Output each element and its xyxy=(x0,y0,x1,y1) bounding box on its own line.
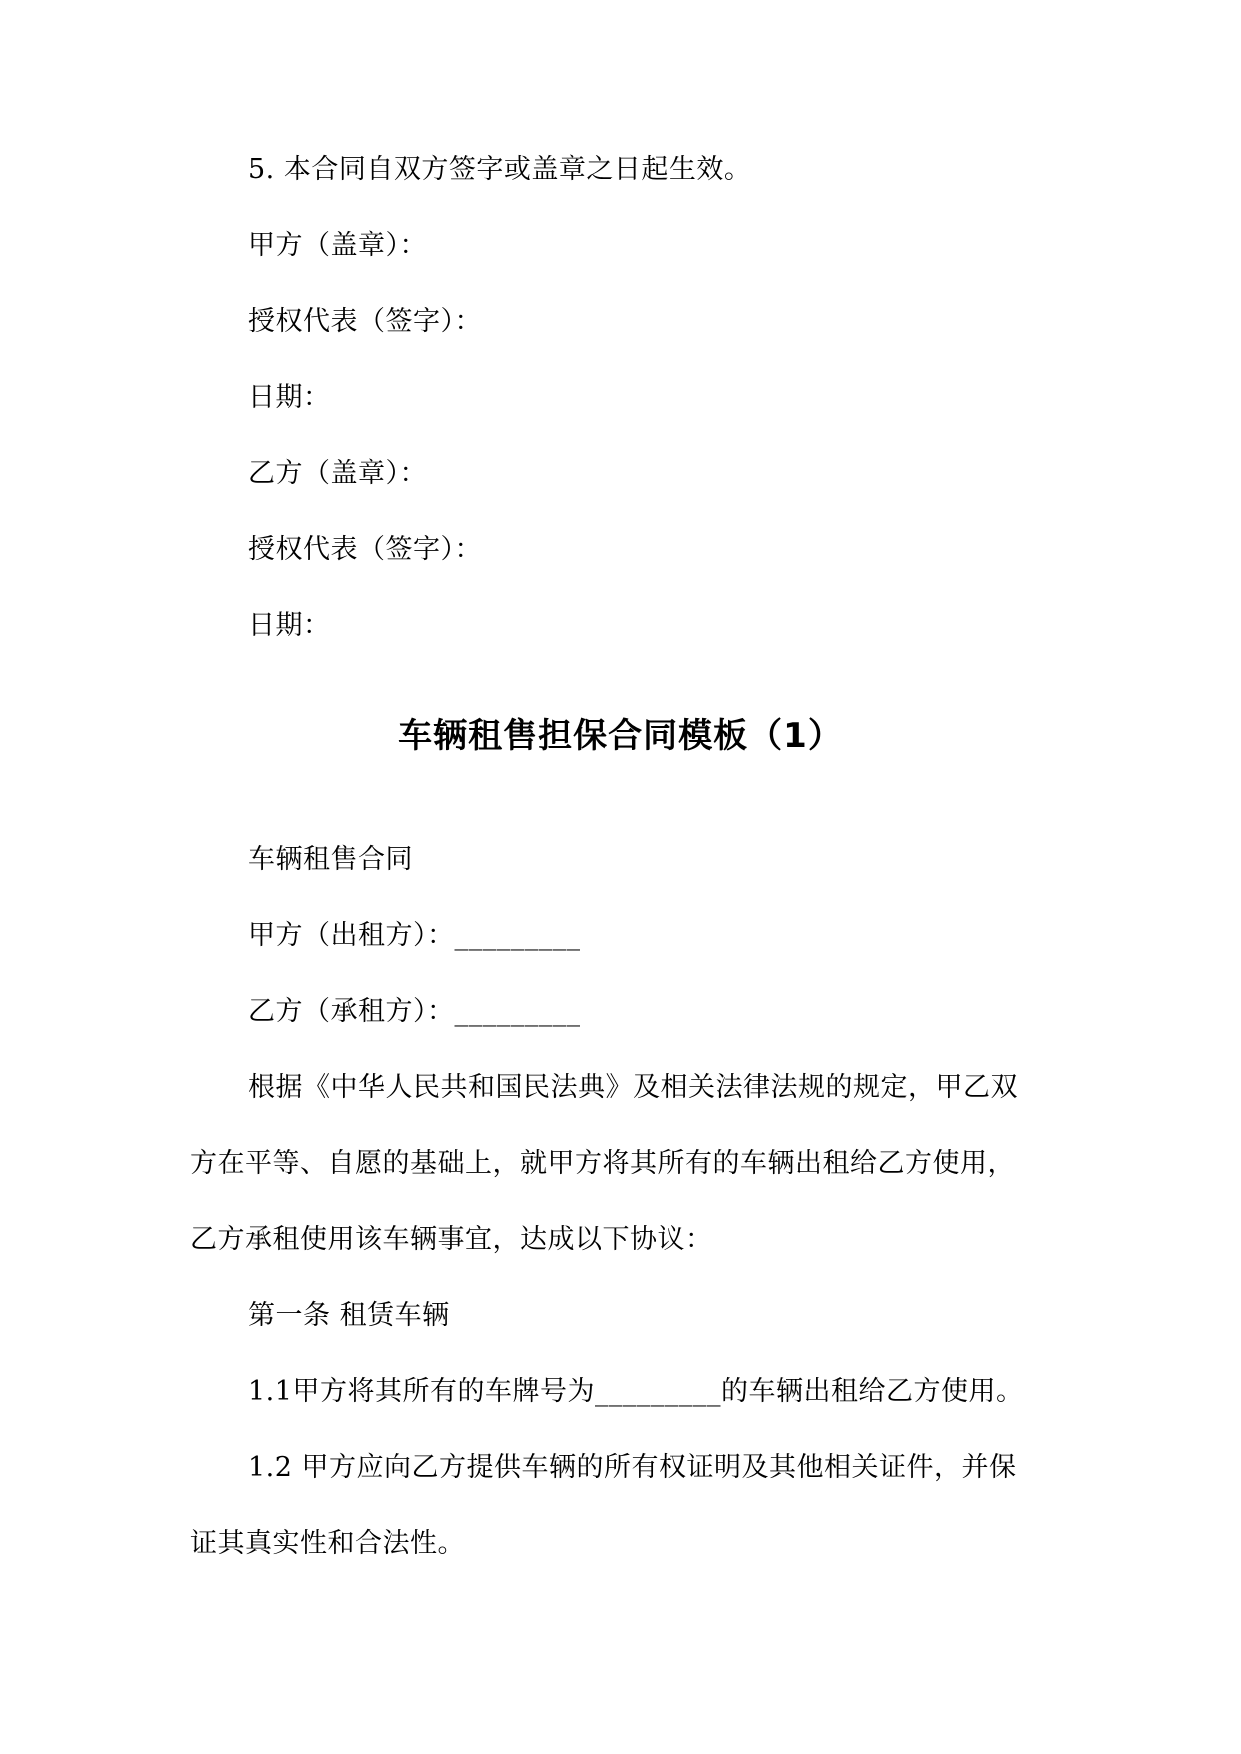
party-b-lessee-line: 乙方（承租方）：_________ xyxy=(248,996,581,1027)
party-a-representative-label: 授权代表（签字）： xyxy=(248,306,482,337)
clause-5-text: 5. 本合同自双方签字或盖章之日起生效。 xyxy=(248,154,752,185)
party-b-representative-label: 授权代表（签字）： xyxy=(248,534,482,565)
party-b-seal-label: 乙方（盖章）： xyxy=(248,458,427,489)
article-1-heading: 第一条 租赁车辆 xyxy=(248,1300,450,1331)
contract-subtitle: 车辆租售合同 xyxy=(248,844,413,875)
preamble-line-1: 根据《中华人民共和国民法典》及相关法律法规的规定，甲乙双 xyxy=(248,1072,1018,1103)
clause-1-1: 1.1甲方将其所有的车牌号为_________的车辆出租给乙方使用。 xyxy=(248,1376,1024,1407)
party-a-date-label: 日期： xyxy=(248,382,331,413)
clause-1-2-line-1: 1.2 甲方应向乙方提供车辆的所有权证明及其他相关证件，并保 xyxy=(248,1452,1017,1483)
clause-1-2-line-2: 证其真实性和合法性。 xyxy=(190,1528,465,1559)
document-title: 车辆租售担保合同模板（1） xyxy=(398,716,843,756)
preamble-line-3: 乙方承租使用该车辆事宜，达成以下协议： xyxy=(190,1224,713,1255)
preamble-line-2: 方在平等、自愿的基础上，就甲方将其所有的车辆出租给乙方使用， xyxy=(190,1148,1015,1179)
party-a-seal-label: 甲方（盖章）： xyxy=(248,230,427,261)
party-a-lessor-line: 甲方（出租方）：_________ xyxy=(248,920,581,951)
party-b-date-label: 日期： xyxy=(248,610,331,641)
